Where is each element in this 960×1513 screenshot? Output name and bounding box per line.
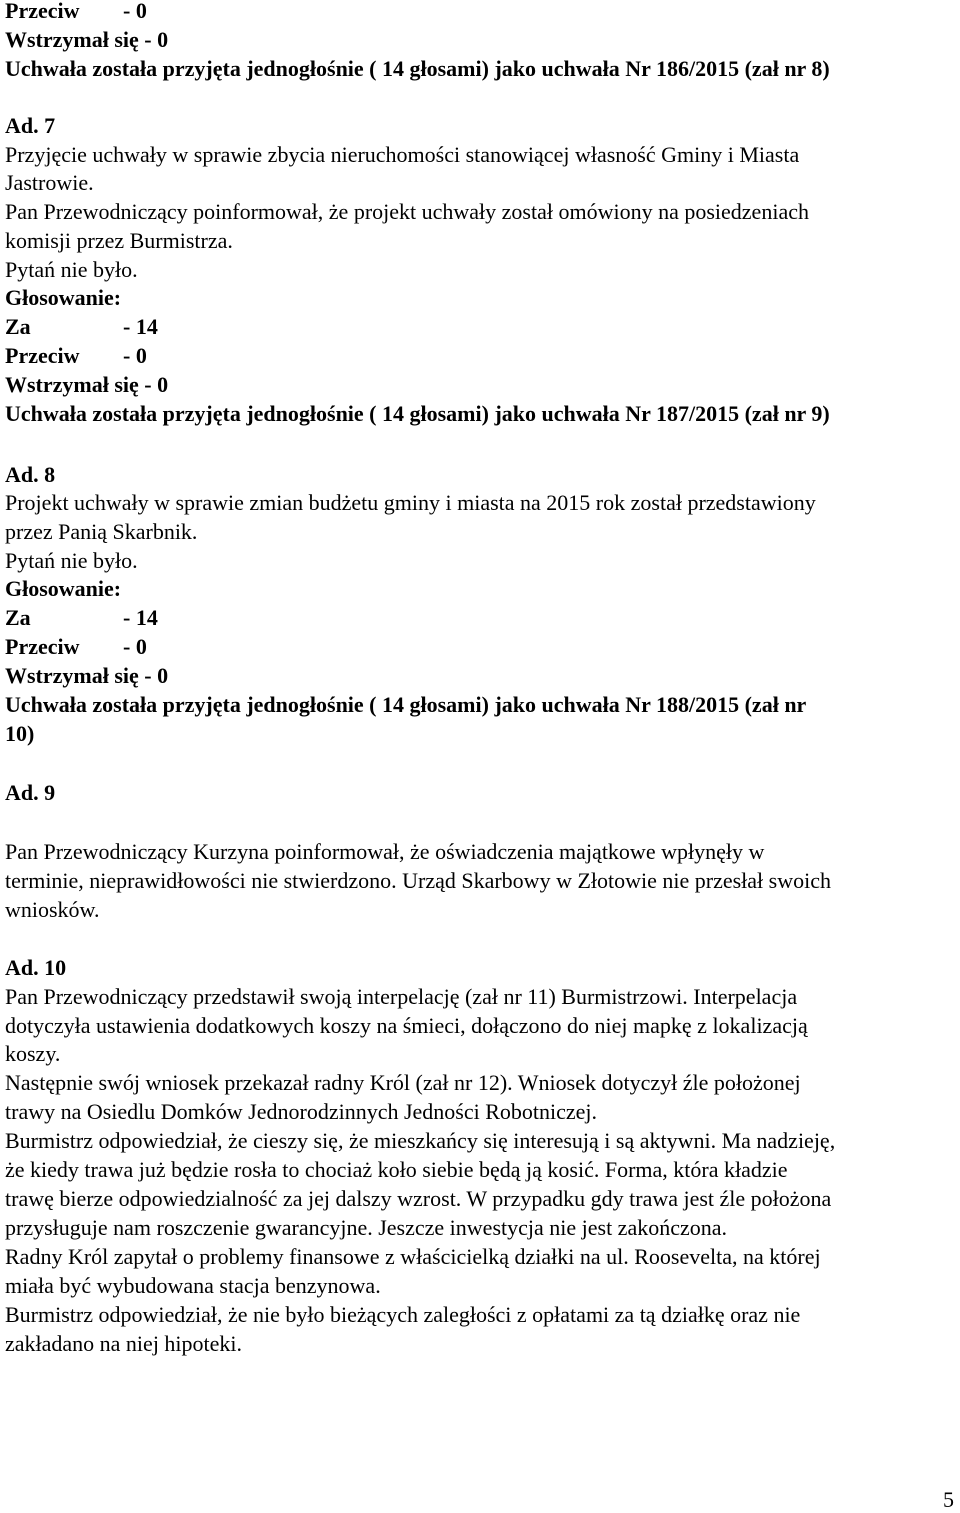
paragraph-line: że kiedy trawa już będzie rosła to chociaż koło siebie będą ją kosić. Forma, która kładzie [5, 1157, 788, 1182]
paragraph-line: Pan Przewodniczący Kurzyna poinformował, że oświadczenia majątkowe wpłynęły w [5, 839, 765, 864]
paragraph-line: Burmistrz odpowiedział, że cieszy się, że mieszkańcy się interesują i są aktywni. Ma nadzieję, [5, 1128, 836, 1153]
paragraph-line: Projekt uchwały w sprawie zmian budżetu gminy i miasta na 2015 rok został przedstawiony [5, 490, 816, 515]
vote-against-row [5, 633, 147, 661]
paragraph-line: miała być wybudowana stacja benzynowa. [5, 1273, 381, 1298]
paragraph-line: trawę bierze odpowiedzialność za jej dalszy wzrost. W przypadku gdy trawa jest źle położona [5, 1186, 832, 1211]
paragraph-line: Pytań nie było. [5, 257, 138, 282]
resolution-result-continued: 10) [5, 721, 35, 746]
vote-for-label: Za [5, 314, 31, 339]
paragraph-line: Burmistrz odpowiedział, że nie było bieżących zaległości z opłatami za tą działkę oraz nie [5, 1302, 801, 1327]
paragraph-line: Przyjęcie uchwały w sprawie zbycia nieruchomości stanowiącej własność Gminy i Miasta [5, 142, 800, 167]
vote-against-label: Przeciw [5, 0, 80, 23]
vote-abstain-value: - 0 [144, 372, 169, 397]
vote-against-row [5, 342, 147, 370]
vote-abstain-row [5, 662, 168, 690]
voting-label: Głosowanie: [5, 576, 122, 601]
paragraph-line: Pan Przewodniczący poinformował, że projekt uchwały został omówiony na posiedzeniach [5, 199, 809, 224]
vote-abstain-row [5, 26, 168, 54]
paragraph-line: dotyczyła ustawienia dodatkowych koszy na śmieci, dołączono do niej mapkę z lokalizacją [5, 1013, 808, 1038]
paragraph-line: Radny Król zapytał o problemy finansowe z właścicielką działki na ul. Roosevelta, na której [5, 1244, 821, 1269]
vote-for-value: - 14 [123, 314, 158, 339]
section-heading: Ad. 9 [5, 780, 56, 805]
vote-against-label: Przeciw [5, 634, 80, 659]
vote-abstain-label: Wstrzymał się [5, 372, 139, 397]
vote-against-row [5, 0, 147, 25]
vote-for-row [5, 313, 158, 341]
vote-for-label: Za [5, 605, 31, 630]
vote-abstain-label: Wstrzymał się [5, 27, 139, 52]
vote-for-row [5, 604, 158, 632]
paragraph-line: wniosków. [5, 897, 100, 922]
paragraph-line: przez Panią Skarbnik. [5, 519, 198, 544]
vote-against-value: - 0 [123, 343, 147, 368]
section-heading: Ad. 8 [5, 462, 56, 487]
paragraph-line: Pytań nie było. [5, 548, 138, 573]
vote-abstain-value: - 0 [144, 27, 169, 52]
vote-against-value: - 0 [123, 634, 147, 659]
resolution-result: Uchwała została przyjęta jednogłośnie ( 14 głosami) jako uchwała Nr 186/2015 (zał nr 8) [5, 56, 830, 81]
resolution-result: Uchwała została przyjęta jednogłośnie ( 14 głosami) jako uchwała Nr 188/2015 (zał nr [5, 692, 807, 717]
resolution-result: Uchwała została przyjęta jednogłośnie ( 14 głosami) jako uchwała Nr 187/2015 (zał nr 9) [5, 401, 830, 426]
paragraph-line: Jastrowie. [5, 170, 94, 195]
vote-for-value: - 14 [123, 605, 158, 630]
paragraph-line: komisji przez Burmistrza. [5, 228, 233, 253]
paragraph-line: zakładano na niej hipoteki. [5, 1331, 243, 1356]
paragraph-line: terminie, nieprawidłowości nie stwierdzono. Urząd Skarbowy w Złotowie nie przesłał swoich [5, 868, 831, 893]
page-number: 5 [943, 1487, 954, 1512]
paragraph-line: koszy. [5, 1041, 61, 1066]
vote-abstain-row [5, 371, 168, 399]
vote-abstain-label: Wstrzymał się [5, 663, 139, 688]
vote-against-value: - 0 [123, 0, 147, 23]
voting-label: Głosowanie: [5, 285, 122, 310]
paragraph-line: Następnie swój wniosek przekazał radny Król (zał nr 12). Wniosek dotyczył źle położonej [5, 1070, 801, 1095]
vote-abstain-value: - 0 [144, 663, 169, 688]
vote-against-label: Przeciw [5, 343, 80, 368]
section-heading: Ad. 10 [5, 955, 67, 980]
paragraph-line: trawy na Osiedlu Domków Jednorodzinnych Jedności Robotniczej. [5, 1099, 598, 1124]
paragraph-line: Pan Przewodniczący przedstawił swoją interpelację (zał nr 11) Burmistrzowi. Interpelacja [5, 984, 798, 1009]
paragraph-line: przysługuje nam roszczenie gwarancyjne. Jeszcze inwestycja nie jest zakończona. [5, 1215, 728, 1240]
section-heading: Ad. 7 [5, 113, 56, 138]
